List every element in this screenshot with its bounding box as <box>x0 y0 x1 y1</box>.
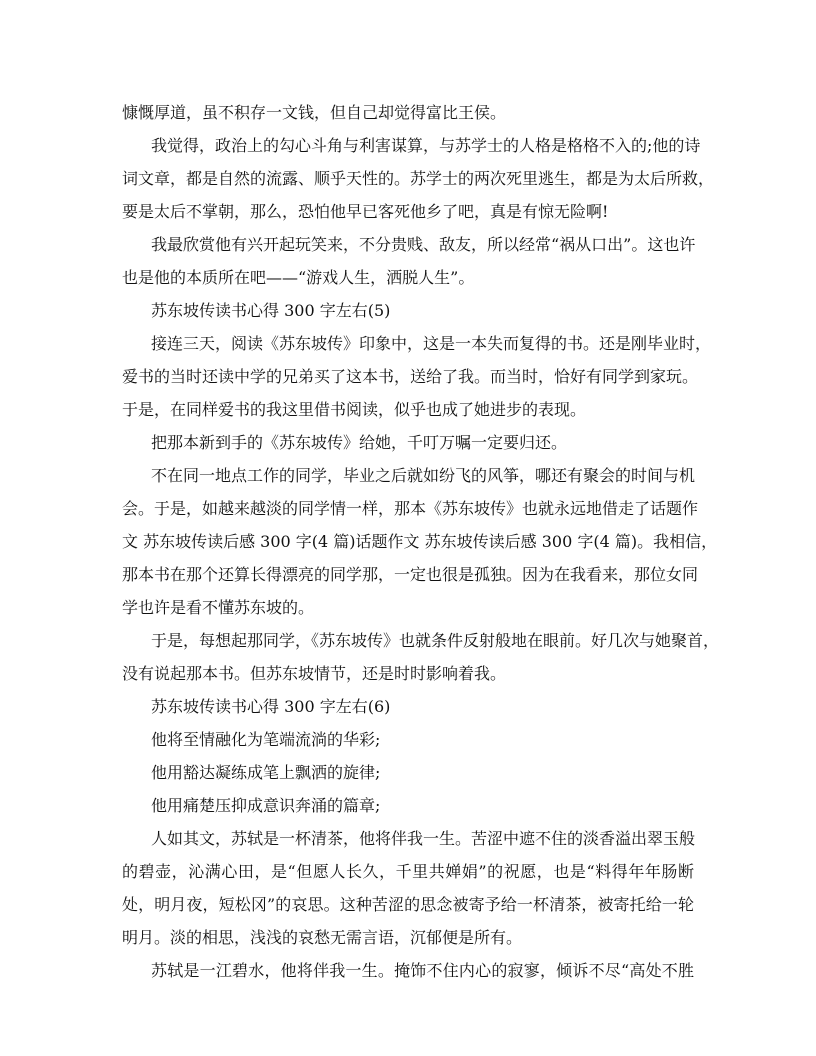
text-line: 没有说起那本书。但苏东坡情节，还是时时影响着我。 <box>122 664 507 683</box>
text-line: 苏轼是一江碧水，他将伴我一生。掩饰不住内心的寂寥，倾诉不尽“高处不胜 <box>151 961 694 980</box>
text-line: 我觉得，政治上的勾心斗角与利害谋算，与苏学士的人格是格格不入的;他的诗 <box>151 136 701 155</box>
text-line: 他将至情融化为笔端流淌的华彩; <box>151 730 381 749</box>
text-line: 不在同一地点工作的同学，毕业之后就如纷飞的风筝，哪还有聚会的时间与机 <box>151 466 696 485</box>
text-line: 那本书在那个还算长得漂亮的同学那，一定也很是孤独。因为在我看来，那位女同 <box>122 565 699 584</box>
text-line: 人如其文，苏轼是一杯清茶，他将伴我一生。苦涩中遮不住的淡香溢出翠玉般 <box>151 829 696 848</box>
text-line: 他用痛楚压抑成意识奔涌的篇章; <box>151 796 381 815</box>
text-line: 处，明月夜，短松冈”的哀思。这种苦涩的思念被寄予给一杯清茶，被寄托给一轮 <box>122 895 694 914</box>
text-line: 要是太后不掌朝，那么，恐怕他早已客死他乡了吧，真是有惊无险啊! <box>122 202 609 221</box>
text-line: 会。于是，如越来越淡的同学情一样，那本《苏东坡传》也就永远地借走了话题作 <box>122 499 699 518</box>
text-line: 苏东坡传读书心得 300 字左右(6) <box>151 697 391 716</box>
text-line: 于是，在同样爱书的我这里借书阅读，似乎也成了她进步的表现。 <box>122 400 587 419</box>
text-line: 慷慨厚道，虽不积存一文钱，但自己却觉得富比王侯。 <box>122 103 507 122</box>
text-line: 我最欣赏他有兴开起玩笑来，不分贵贱、敌友，所以经常“祸从口出”。这也许 <box>151 235 696 254</box>
text-line: 文 苏东坡传读后感 300 字(4 篇)话题作文 苏东坡传读后感 300 字(4 篇)。我相信， <box>122 532 718 551</box>
text-line: 学也许是看不懂苏东坡的。 <box>122 598 315 617</box>
text-line: 于是，每想起那同学，《苏东坡传》也就条件反射般地在眼前。好几次与她聚首， <box>151 631 720 650</box>
text-line: 接连三天，阅读《苏东坡传》印象中，这是一本失而复得的书。还是刚毕业时， <box>151 334 712 353</box>
text-line: 他用豁达凝练成笔上飘洒的旋律; <box>151 763 381 782</box>
text-line: 把那本新到手的《苏东坡传》给她，千叮万嘱一定要归还。 <box>151 433 568 452</box>
text-line: 词文章，都是自然的流露、顺乎天性的。苏学士的两次死里逃生，都是为太后所救， <box>122 169 715 188</box>
text-line: 明月。淡的相思，浅浅的哀愁无需言语，沉郁便是所有。 <box>122 928 523 947</box>
text-line: 也是他的本质所在吧——“游戏人生，洒脱人生”。 <box>122 268 475 287</box>
text-line: 爱书的当时还读中学的兄弟买了这本书，送给了我。而当时，恰好有同学到家玩。 <box>122 367 699 386</box>
text-line: 苏东坡传读书心得 300 字左右(5) <box>151 301 391 320</box>
body-text <box>122 96 720 987</box>
text-line: 的碧壶，沁满心田，是“但愿人长久，千里共婵娟”的祝愿，也是“料得年年肠断 <box>122 862 694 881</box>
